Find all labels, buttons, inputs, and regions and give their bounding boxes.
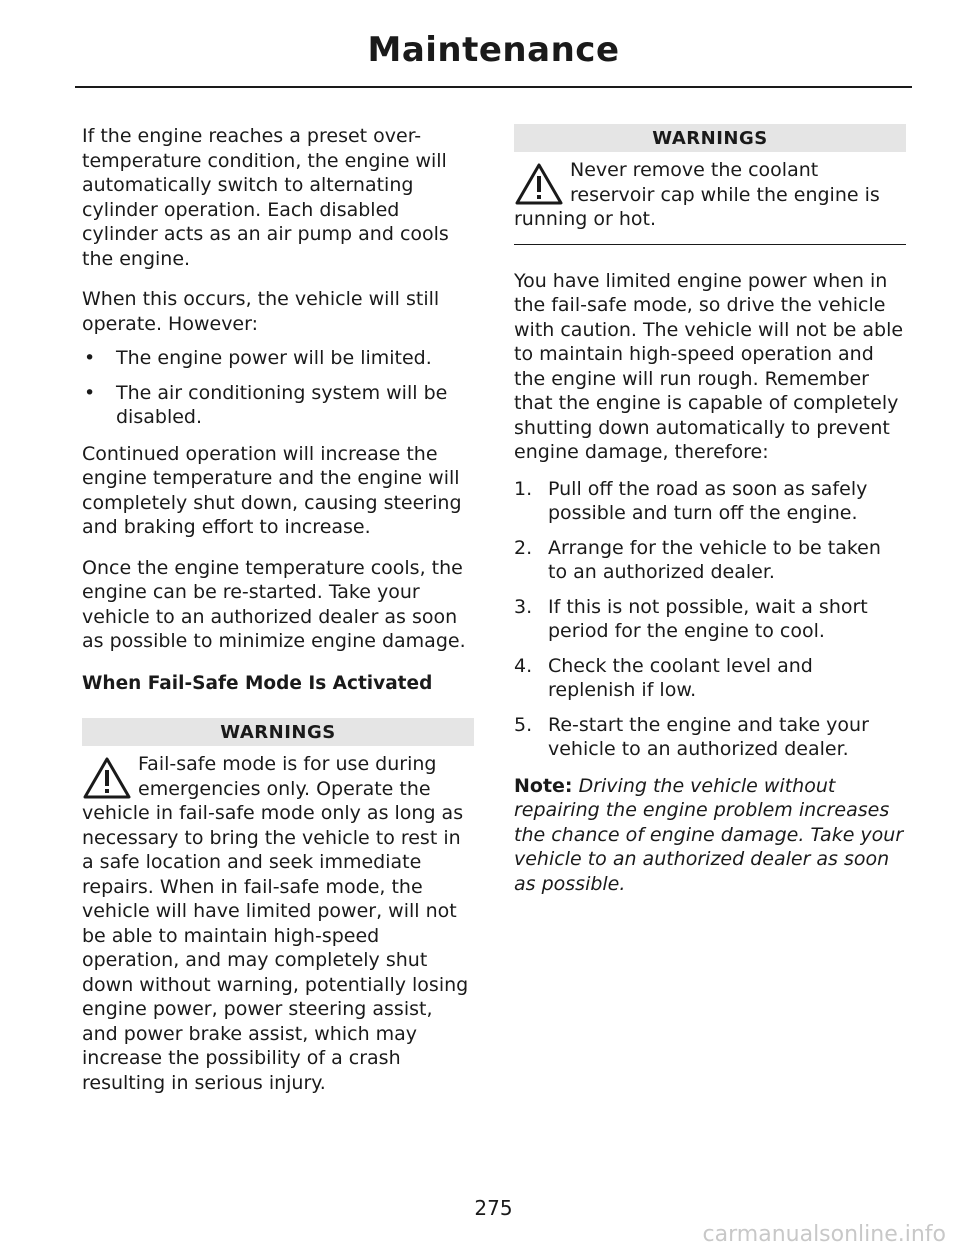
list-item-text: The engine power will be limited. bbox=[116, 347, 432, 369]
list-item bbox=[82, 346, 474, 371]
warning-banner: WARNINGS bbox=[514, 124, 906, 152]
warning-divider bbox=[514, 244, 906, 245]
warning-text: Never remove the coolant reservoir cap while the engine is running or hot. bbox=[514, 159, 880, 230]
warning-banner: WARNINGS bbox=[82, 718, 474, 746]
paragraph-vehicle-operates: When this occurs, the vehicle will still operate. However: bbox=[82, 288, 440, 335]
bullet-mark: • bbox=[84, 347, 96, 369]
warning-body bbox=[514, 158, 906, 232]
section-heading: When Fail-Safe Mode Is Activated bbox=[82, 672, 433, 694]
steps-list bbox=[514, 477, 906, 762]
warning-triangle-icon bbox=[82, 756, 132, 800]
warning-box bbox=[82, 718, 474, 1095]
step-number: 3. bbox=[514, 595, 533, 618]
step-number: 4. bbox=[514, 654, 533, 677]
left-column bbox=[82, 124, 474, 1095]
list-item bbox=[514, 477, 906, 526]
paragraph-engine-cools: Once the engine temperature cools, the engine can be re-started. Take your vehicle to an authorized dealer as soon as possible to minimize engine damage. bbox=[82, 556, 466, 652]
header-divider bbox=[75, 86, 912, 88]
step-text: Re-start the engine and take your vehicle to an authorized dealer. bbox=[548, 713, 869, 760]
paragraph-over-temperature: If the engine reaches a preset over-temperature condition, the engine will automatically switch to alternating cylinder operation. Each disabled cylinder acts as an air pump and cools the engine. bbox=[82, 125, 449, 270]
warning-body bbox=[82, 752, 474, 1095]
step-text: Pull off the road as soon as safely possible and turn off the engine. bbox=[548, 477, 868, 524]
note-paragraph bbox=[514, 774, 906, 897]
right-column bbox=[514, 124, 906, 912]
note-label: Note: bbox=[514, 774, 573, 797]
step-text: Check the coolant level and replenish if low. bbox=[548, 654, 813, 701]
list-item bbox=[514, 536, 906, 585]
warning-box bbox=[514, 124, 906, 245]
bullet-mark: • bbox=[84, 381, 96, 404]
step-number: 5. bbox=[514, 713, 533, 736]
watermark: carmanualsonline.info bbox=[702, 1222, 946, 1247]
note-text: Driving the vehicle without repairing the engine problem increases the chance of engine damage. Take your vehicle to an authorized dealer as soon as possible. bbox=[514, 774, 904, 895]
warning-text: Fail-safe mode is for use during emergencies only. Operate the vehicle in fail-safe mode only as long as necessary to bring the vehicle to rest in a safe location and seek immediate repairs. When in fail-safe mode, the vehicle will have limited power, will not be able to maintain high-speed operation, and may completely shut down without warning, potentially losing engine power, power steering assist, and power brake assist, which may increase the possibility of a crash resulting in serious injury. bbox=[82, 753, 469, 1094]
paragraph-continued-operation: Continued operation will increase the engine temperature and the engine will completely shut down, causing steering and braking effort to increase. bbox=[82, 442, 462, 538]
step-text: If this is not possible, wait a short period for the engine to cool. bbox=[548, 595, 868, 642]
limitations-list bbox=[82, 346, 474, 430]
step-number: 1. bbox=[514, 477, 533, 500]
page-number: 275 bbox=[474, 1196, 513, 1220]
page-title: Maintenance bbox=[367, 30, 620, 70]
warning-triangle-icon bbox=[514, 162, 564, 206]
step-number: 2. bbox=[514, 536, 533, 559]
list-item bbox=[514, 713, 906, 762]
list-item bbox=[514, 654, 906, 703]
list-item bbox=[82, 381, 474, 430]
step-text: Arrange for the vehicle to be taken to an authorized dealer. bbox=[548, 536, 881, 583]
paragraph-limited-power: You have limited engine power when in the fail-safe mode, so drive the vehicle with caution. The vehicle will not be able to maintain high-speed operation and the engine will run rough. Remember that the engine is capable of completely shutting down automatically to prevent engine damage, therefore: bbox=[514, 269, 904, 463]
list-item-text: The air conditioning system will be disabled. bbox=[116, 381, 448, 428]
list-item bbox=[514, 595, 906, 644]
